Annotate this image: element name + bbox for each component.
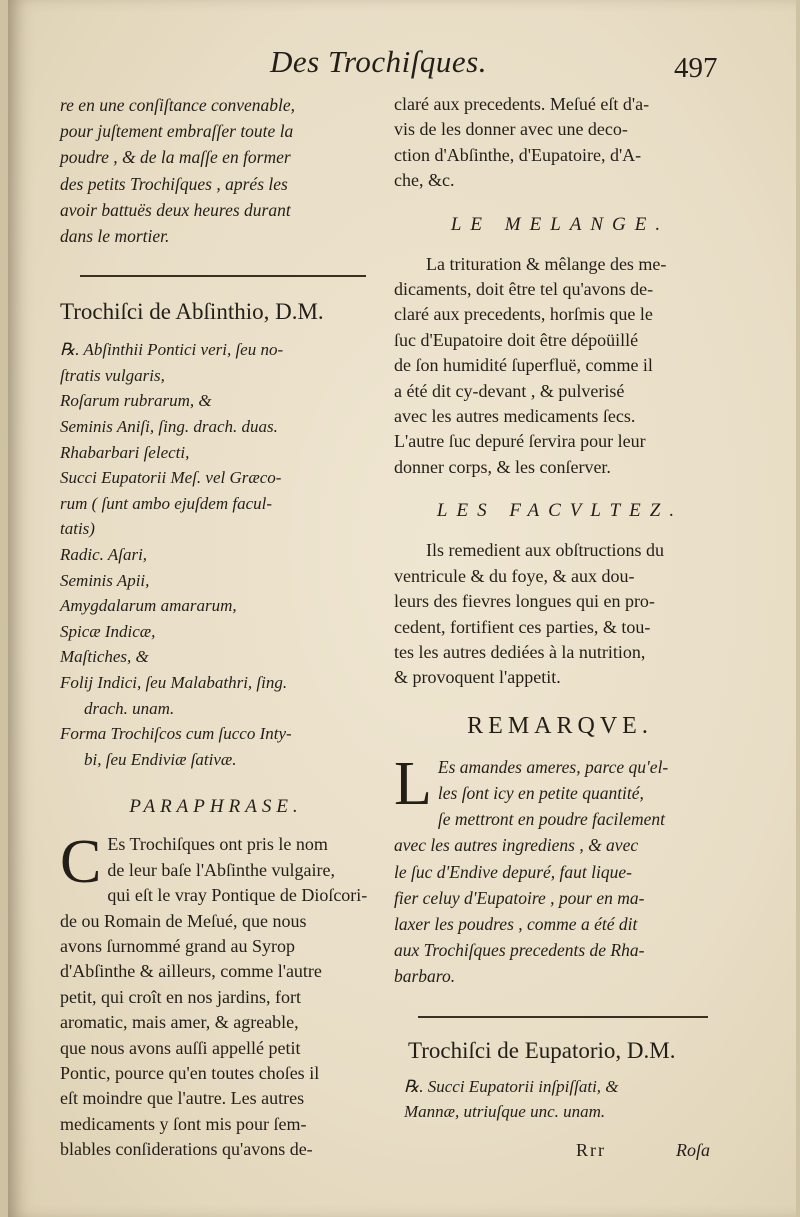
running-head: Des Trochiſques. (270, 44, 487, 79)
left-column (60, 92, 372, 1163)
signature-mark: Rrr (576, 1140, 606, 1160)
text-line: La trituration & mêlange des me- (426, 253, 667, 274)
drop-cap: L (394, 749, 432, 818)
text-line: Es amandes ameres, parce qu'el- (437, 756, 669, 777)
recipe-line: Roſarum rubrarum, & (60, 391, 212, 411)
recipe-line: ℞. Abſinthii Pontici veri, ſeu no- (60, 340, 284, 360)
text-line: d'Abſinthe & ailleurs, comme l'autre (60, 961, 322, 982)
recipe-line: bi, ſeu Endiviæ ſativæ. (84, 749, 237, 769)
catchword: Roſa (676, 1140, 710, 1160)
recipe-line: ℞. Succi Eupatorii inſpiſſati, & (404, 1076, 619, 1096)
recipe-list-2 (394, 1074, 726, 1125)
text-line: dans le mortier. (60, 226, 170, 247)
text-line: vis de les donner avec une deco- (394, 119, 628, 140)
text-line: pour juſtement embraſſer toute la (60, 121, 294, 142)
text-line: ction d'Abſinthe, d'Eupatoire, d'A- (394, 144, 642, 165)
recipe-line: Seminis Aniſi, ſing. drach. duas. (60, 417, 278, 436)
text-line: laxer les poudres , comme a été dit (394, 913, 638, 934)
text-line: que nous avons auſſi appellé petit (60, 1037, 301, 1058)
drop-cap: C (60, 828, 102, 897)
section-rule (80, 275, 366, 277)
recipe-line: Radic. Aſari, (60, 544, 148, 564)
section-title-eupatorio: Trochiſci de Eupatorio, D.M. (408, 1037, 676, 1063)
melange-heading: LE MELANGE. (450, 213, 670, 235)
intro-paragraph (60, 92, 372, 249)
recipe-line: Seminis Apii, (60, 570, 150, 590)
text-line: fier celuy d'Eupatoire , pour en ma- (394, 887, 645, 908)
text-line: Pontic, pource qu'en toutes choſes il (60, 1062, 320, 1083)
recipe-line: Folij Indici, ſeu Malabathri, ſing. (60, 672, 288, 692)
text-line: barbaro. (394, 966, 456, 987)
text-line: avoir battuës deux heures durant (60, 199, 291, 220)
text-line: avec les autres ingrediens , & avec (394, 835, 639, 856)
text-line: poudre , & de la maſſe en former (60, 147, 291, 168)
text-line: aromatic, mais amer, & agreable, (60, 1012, 299, 1033)
text-line: blables conſiderations qu'avons de- (60, 1139, 313, 1160)
recipe-line: Succi Eupatorii Meſ. vel Græco- (60, 468, 282, 488)
page-number: 497 (674, 52, 718, 84)
paraphrase-heading: PARAPHRASE. (129, 796, 303, 818)
facultez-heading: LES FACVLTEZ. (436, 500, 684, 522)
text-line: & provoquent l'appetit. (394, 667, 561, 688)
text-line: de ſon humidité ſuperfluë, comme il (394, 355, 653, 376)
text-line: claré aux precedents. Meſué eſt d'a- (394, 94, 650, 114)
text-line: Ils remedient aux obſtructions du (426, 540, 664, 561)
recipe-line: Maſtiches, & (60, 647, 149, 667)
section-rule (418, 1016, 708, 1018)
recipe-line: Spicæ Indicæ, (60, 621, 156, 641)
text-line: petit, qui croît en nos jardins, fort (60, 986, 301, 1007)
text-line: ventricule & du foye, & aux dou- (394, 565, 635, 586)
recipe-line: drach. unam. (84, 698, 175, 718)
recipe-list (60, 337, 372, 772)
recipe-line: Forma Trochiſcos cum ſucco Inty- (60, 724, 292, 744)
text-line: ſuc d'Eupatoire doit être dépoüillé (394, 329, 639, 350)
recipe-line: ſtratis vulgaris, (60, 365, 165, 385)
text-line: re en une conſiſtance convenable, (60, 95, 296, 115)
text-line: de ou Romain de Meſué, que nous (60, 910, 307, 931)
text-line: tes les autres dediées à la nutrition, (394, 641, 646, 662)
section-title-absinthio: Trochiſci de Abſinthio, D.M. (60, 299, 324, 325)
recipe-line: tatis) (60, 519, 95, 539)
paraphrase-paragraph (60, 828, 372, 1162)
recipe-line: Mannæ, utriuſque unc. unam. (404, 1102, 606, 1122)
text-line: avec les autres medicaments ſecs. (394, 406, 636, 427)
text-line: eſt moindre que l'autre. Les autres (60, 1088, 305, 1109)
continuation-paragraph (394, 92, 726, 194)
remarque-paragraph (394, 749, 726, 990)
facultez-paragraph (394, 538, 726, 690)
right-column (394, 92, 726, 1125)
text-line: le ſuc d'Endive depuré, faut lique- (394, 861, 632, 882)
text-line: les ſont icy en petite quantité, (437, 782, 644, 803)
text-line: a été dit cy-devant , & pulverisé (394, 380, 625, 401)
text-line: de leur baſe l'Abſinthe vulgaire, (107, 859, 336, 880)
text-line: leurs des fievres longues qui en pro- (394, 591, 655, 612)
recipe-line: Amygdalarum amararum, (60, 596, 237, 616)
text-line: claré aux precedents, horſmis que le (394, 304, 653, 325)
text-line: medicaments y ſont mis pour ſem- (60, 1113, 307, 1134)
text-line: donner corps, & les conſerver. (394, 456, 611, 477)
recipe-line: rum ( ſunt ambo ejuſdem facul- (60, 493, 272, 513)
text-line: des petits Trochiſques , aprés les (60, 173, 288, 194)
text-line: che, &c. (394, 170, 455, 191)
text-line: Es Trochiſques ont pris le nom (107, 834, 328, 855)
text-line: avons ſurnommé grand au Syrop (60, 935, 295, 956)
book-page (8, 0, 796, 1217)
text-line: qui eſt le vray Pontique de Dioſcori- (107, 885, 368, 906)
text-line: cedent, fortifient ces parties, & tou- (394, 616, 651, 637)
melange-paragraph (394, 252, 726, 481)
text-line: ſe mettront en poudre facilement (437, 809, 665, 830)
remarque-heading: REMARQVE. (467, 712, 653, 739)
text-line: dicaments, doit être tel qu'avons de- (394, 279, 654, 300)
recipe-line: Rhabarbari ſelecti, (60, 442, 190, 462)
text-line: L'autre ſuc depuré ſervira pour leur (394, 431, 646, 452)
text-line: aux Trochiſques precedents de Rha- (394, 940, 645, 961)
